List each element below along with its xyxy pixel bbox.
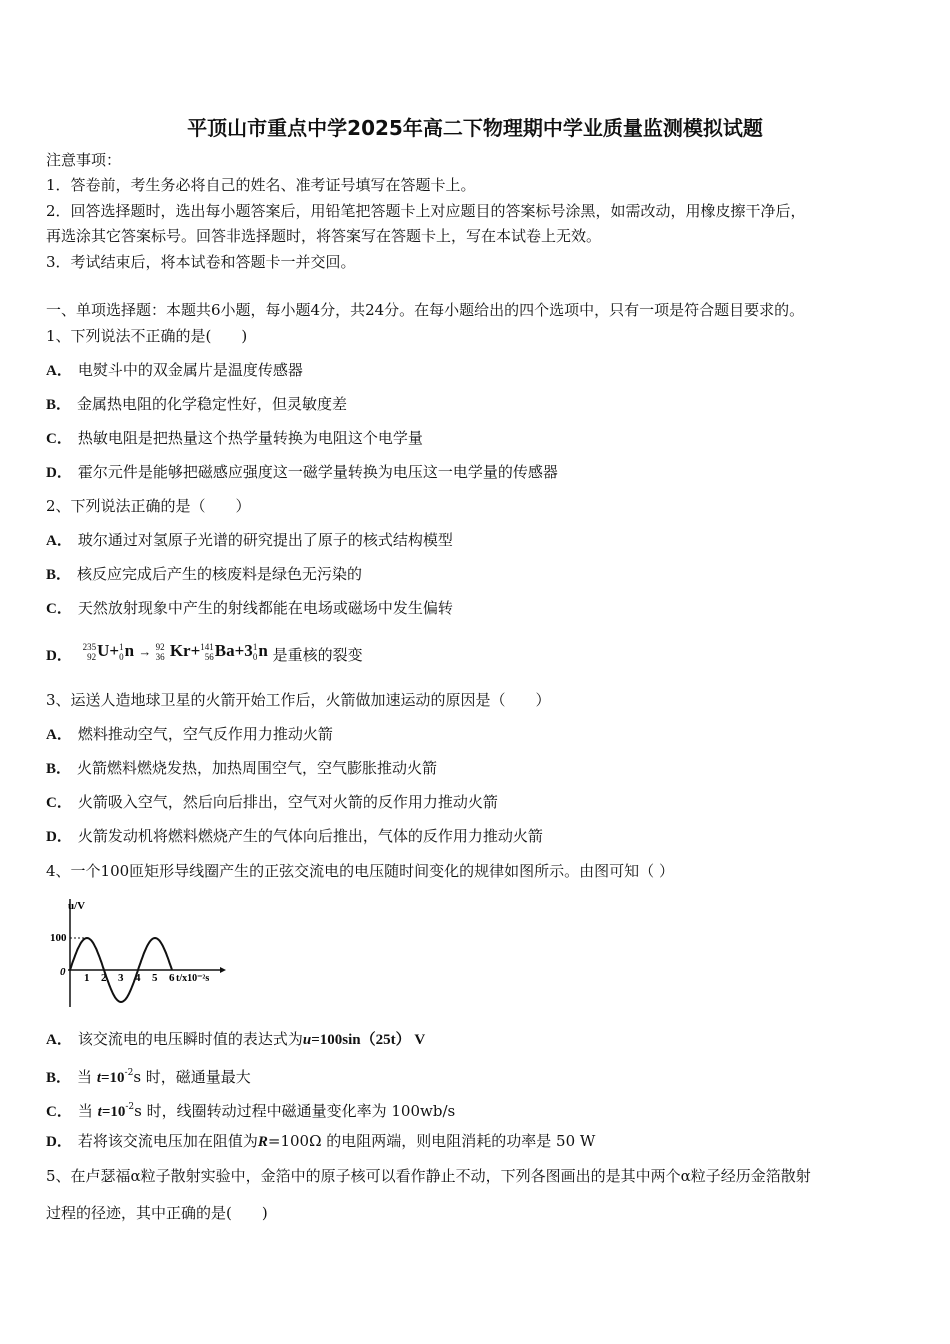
option-d: D． 235 92 U+ 1 0 n → 92 36 Kr+ 141 56 Ba+3 1 0 n 是重核的裂变 <box>46 638 363 669</box>
x-tick-label: 1 <box>84 972 90 984</box>
option-a: A． 玻尔通过对氢原子光谱的研究提出了原子的核式结构模型 <box>46 531 453 549</box>
option-a: A． 该交流电的电压瞬时值的表达式为u=100sin（25t） V <box>46 1030 426 1048</box>
page-title: 平顶山市重点中学2025年高二下物理期中学业质量监测模拟试题 <box>187 116 763 140</box>
option-b: B． 火箭燃料燃烧发热，加热周围空气，空气膨胀推动火箭 <box>46 759 438 777</box>
option-d: D． 霍尔元件是能够把磁感应强度这一磁学量转换为电压这一电学量的传感器 <box>46 463 558 481</box>
x-tick-label: 3 <box>118 972 124 984</box>
y-tick-label: 100 <box>50 932 67 944</box>
option-c: C． 当 $t=10^{-2}s$ 时，线圈转动过程中磁通量变化率为 100wb/s <box>46 1102 456 1120</box>
nuclear-equation: 235 92 U+ 1 0 n → 92 36 Kr+ 141 56 Ba+3 1 0 n <box>82 641 268 663</box>
option-b: B． 核反应完成后产生的核废料是绿色无污染的 <box>46 565 363 583</box>
question-stem: 3、运送人造地球卫星的火箭开始工作后，火箭做加速运动的原因是（ ） <box>46 691 551 709</box>
question-stem: 4、一个100匝矩形导线圈产生的正弦交流电的电压随时间变化的规律如图所示。由图可知（ ） <box>46 862 674 880</box>
notice-item: 1．答卷前，考生务必将自己的姓名、准考证号填写在答题卡上。 <box>46 176 476 194</box>
question-stem: 2、下列说法正确的是（ ） <box>46 497 251 515</box>
x-tick-label: 4 <box>135 972 141 984</box>
notice-item: 再选涂其它答案标号。回答非选择题时，将答案写在答题卡上，写在本试卷上无效。 <box>46 227 602 245</box>
x-tick-label: 2 <box>101 972 107 984</box>
notice-item: 3．考试结束后，将本试卷和答题卡一并交回。 <box>46 253 356 271</box>
option-a: A． 燃料推动空气，空气反作用力推动火箭 <box>46 725 333 743</box>
voltage-time-graph <box>40 895 230 1015</box>
notice-item: 2．回答选择题时，选出每小题答案后，用铅笔把答题卡上对应题目的答案标号涂黑，如需改动，用橡皮擦干净后， <box>46 202 806 220</box>
option-c: C． 天然放射现象中产生的射线都能在电场或磁场中发生偏转 <box>46 599 453 617</box>
option-c: C． 火箭吸入空气，然后向后排出，空气对火箭的反作用力推动火箭 <box>46 793 498 811</box>
option-b: B． 金属热电阻的化学稳定性好，但灵敏度差 <box>46 395 348 413</box>
option-a: A． 电熨斗中的双金属片是温度传感器 <box>46 361 303 379</box>
section-heading: 一、单项选择题：本题共6小题，每小题4分，共24分。在每小题给出的四个选项中，只有一项是符合题目要求的。 <box>46 301 805 319</box>
question-stem-continued: 过程的径迹，其中正确的是( ) <box>46 1204 268 1222</box>
notice-heading: 注意事项： <box>46 151 122 169</box>
question-stem: 1、下列说法不正确的是( ) <box>46 327 248 345</box>
x-axis-label: t/x10⁻²s <box>176 973 210 984</box>
origin-label: 0 <box>60 966 66 978</box>
option-b: B． 当 $t=10^{-2}s$ 时，磁通量最大 <box>46 1068 251 1086</box>
option-d: D． 火箭发动机将燃料燃烧产生的气体向后推出，气体的反作用力推动火箭 <box>46 827 543 845</box>
option-d: D． 若将该交流电压加在阻值为R=100Ω 的电阻两端，则电阻消耗的功率是 50 W <box>46 1132 596 1150</box>
x-tick-label: 6 <box>169 972 175 984</box>
option-c: C． 热敏电阻是把热量这个热学量转换为电阻这个电学量 <box>46 429 423 447</box>
question-stem: 5、在卢瑟福α粒子散射实验中，金箔中的原子核可以看作静止不动，下列各图画出的是其中两个α粒子经历金箔散射 <box>46 1167 811 1185</box>
y-axis-label: u/V <box>68 900 86 912</box>
x-tick-label: 5 <box>152 972 158 984</box>
